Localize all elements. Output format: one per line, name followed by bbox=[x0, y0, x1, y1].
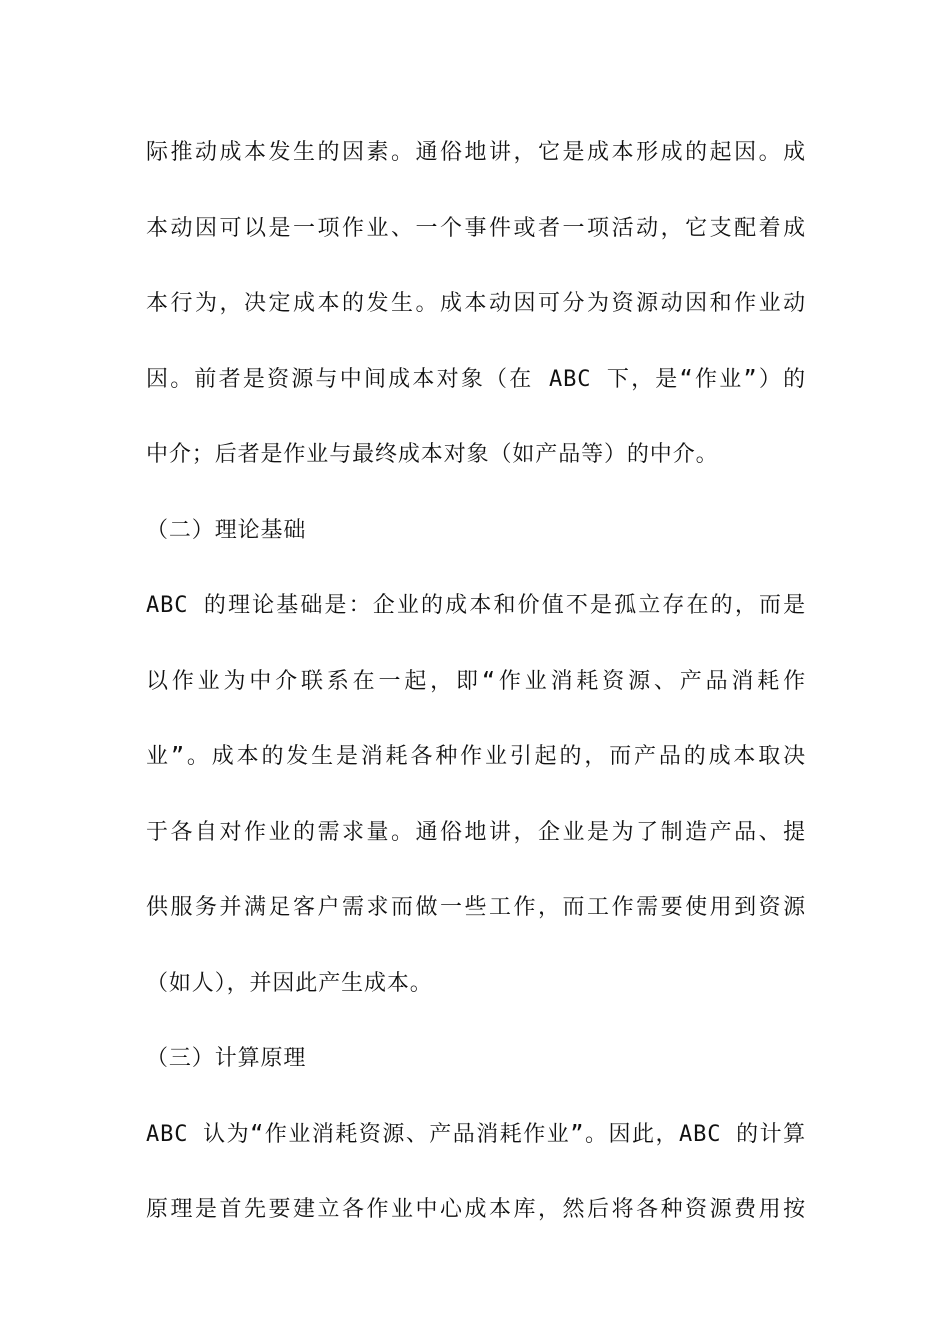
paragraph-line: （如人），并因此产生成本。 bbox=[146, 970, 433, 996]
paragraph-line: 因。前者是资源与中间成本对象（在 ABC 下，是“作业”）的 bbox=[146, 366, 806, 392]
paragraph-line: ABC 的理论基础是：企业的成本和价值不是孤立存在的，而是 bbox=[146, 593, 806, 618]
paragraph-line: 业”。成本的发生是消耗各种作业引起的，而产品的成本取决 bbox=[146, 744, 806, 769]
paragraph-line: 原理是首先要建立各作业中心成本库，然后将各种资源费用按 bbox=[146, 1197, 806, 1222]
paragraph-line: ABC 认为“作业消耗资源、产品消耗作业”。因此，ABC 的计算 bbox=[146, 1121, 806, 1147]
paragraph-line: （二）理论基础 bbox=[146, 517, 307, 543]
paragraph-line: 本行为，决定成本的发生。成本动因可分为资源动因和作业动 bbox=[146, 291, 806, 316]
paragraph-line: （三）计算原理 bbox=[146, 1046, 307, 1071]
paragraph-line: 于各自对作业的需求量。通俗地讲，企业是为了制造产品、提 bbox=[146, 819, 806, 845]
paragraph-line: 中介；后者是作业与最终成本对象（如产品等）的中介。 bbox=[146, 442, 719, 467]
paragraph-line: 供服务并满足客户需求而做一些工作，而工作需要使用到资源 bbox=[146, 895, 806, 920]
paragraph-line: 际推动成本发生的因素。通俗地讲，它是成本形成的起因。成 bbox=[146, 140, 806, 165]
paragraph-line: 本动因可以是一项作业、一个事件或者一项活动，它支配着成 bbox=[146, 215, 806, 241]
paragraph-line: 以作业为中介联系在一起，即“作业消耗资源、产品消耗作 bbox=[146, 668, 806, 694]
document-body bbox=[146, 131, 806, 1264]
